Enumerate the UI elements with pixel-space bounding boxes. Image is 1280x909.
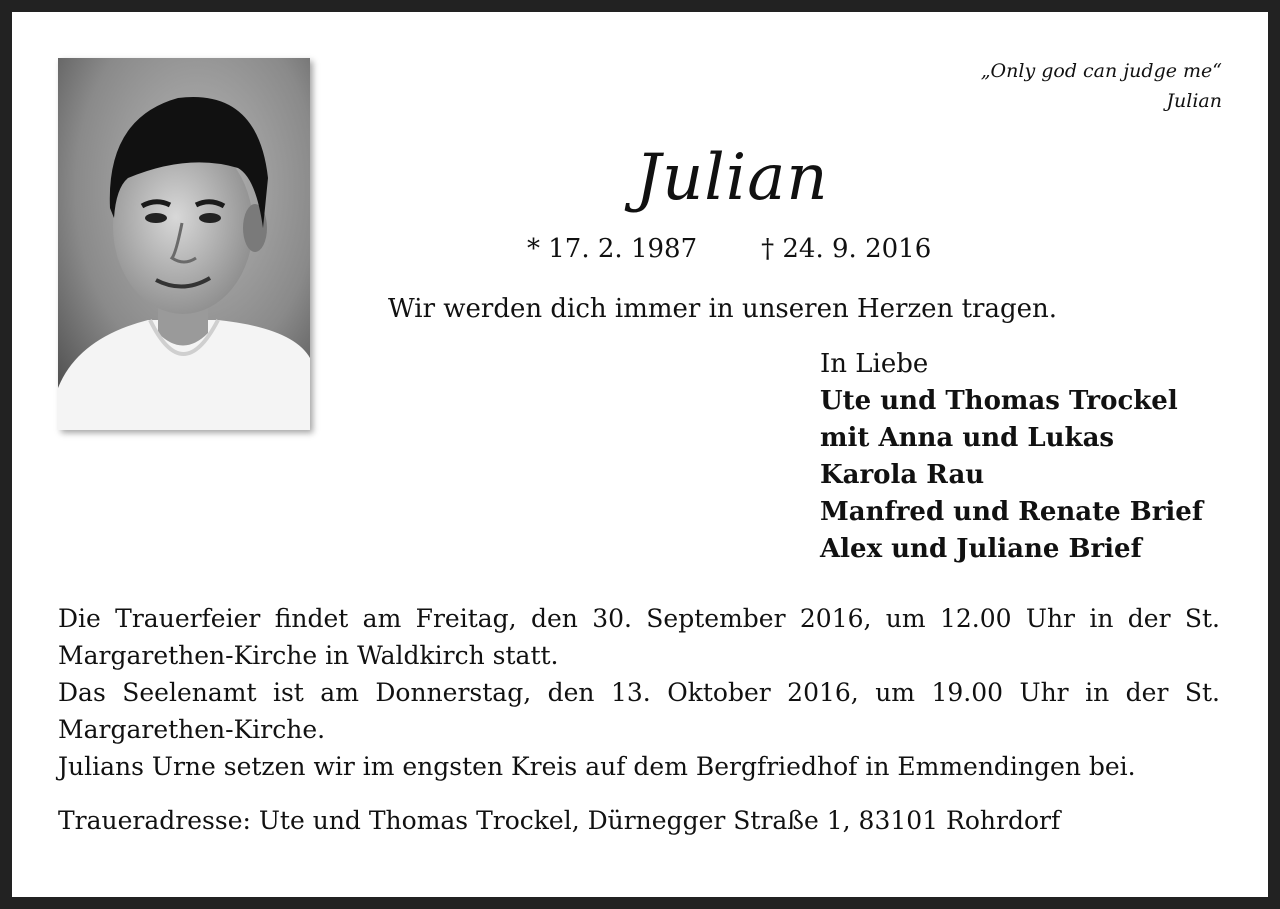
quote-text: „Only god can judge me“ bbox=[980, 60, 1222, 82]
death-date: † 24. 9. 2016 bbox=[761, 234, 932, 264]
signatures-intro: In Liebe bbox=[820, 349, 929, 379]
portrait-photo bbox=[58, 58, 310, 430]
funeral-paragraph: Die Trauerfeier findet am Freitag, den 30. September 2016, um 12.00 Uhr in der St. Margarethen-Kirche in Waldkirch statt. bbox=[58, 604, 1220, 670]
signatures-block bbox=[820, 346, 1203, 568]
motto-line: Wir werden dich immer in unseren Herzen tragen. bbox=[388, 294, 1057, 324]
life-dates bbox=[527, 232, 931, 266]
birth-date: * 17. 2. 1987 bbox=[527, 234, 698, 264]
deceased-name: Julian bbox=[635, 141, 829, 215]
obituary-card bbox=[12, 12, 1268, 897]
signature-name: Karola Rau bbox=[820, 460, 985, 490]
signature-name: Alex und Juliane Brief bbox=[820, 534, 1142, 564]
urn-paragraph: Julians Urne setzen wir im engsten Kreis auf dem Bergfriedhof in Emmendingen bei. bbox=[58, 752, 1136, 781]
quote-block bbox=[981, 56, 1222, 116]
mourning-address: Traueradresse: Ute und Thomas Trockel, Dürnegger Straße 1, 83101 Rohrdorf bbox=[58, 806, 1061, 835]
quote-author: Julian bbox=[1166, 90, 1222, 112]
signature-name: mit Anna und Lukas bbox=[820, 423, 1115, 453]
requiem-paragraph: Das Seelenamt ist am Donnerstag, den 13. Oktober 2016, um 19.00 Uhr in der St. Margarethen-Kirche. bbox=[58, 678, 1220, 744]
ceremony-details bbox=[58, 600, 1220, 785]
signature-name: Manfred und Renate Brief bbox=[820, 497, 1204, 527]
signature-name: Ute und Thomas Trockel bbox=[820, 386, 1178, 416]
